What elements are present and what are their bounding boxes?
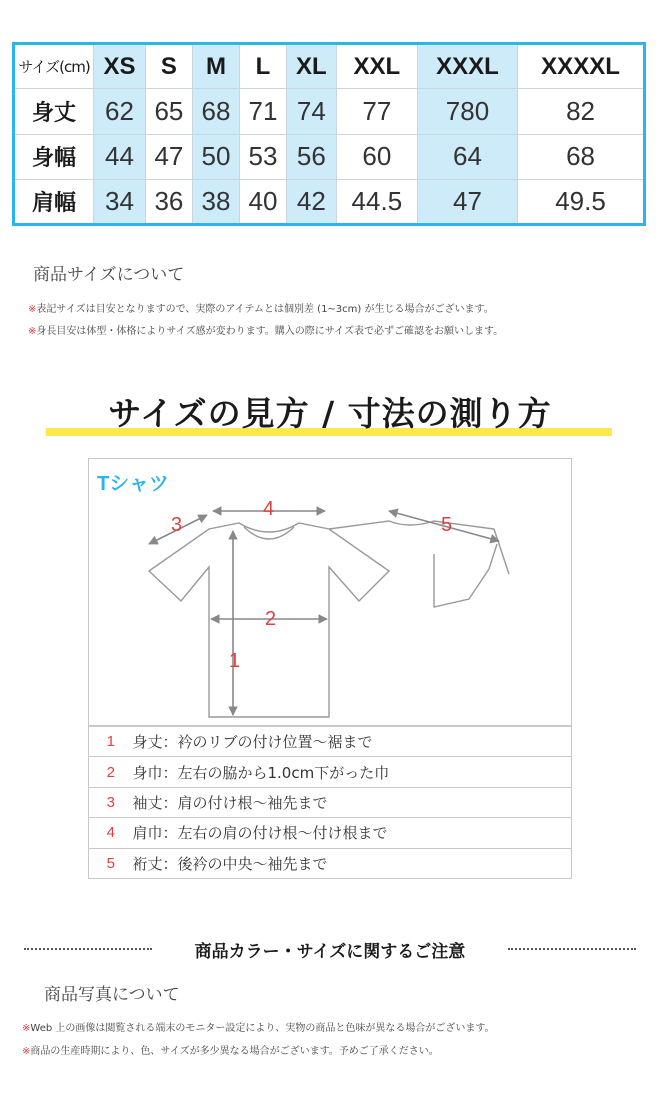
table-cell: 53 bbox=[239, 134, 286, 179]
marker-2: 2 bbox=[265, 608, 277, 630]
note-text: 表記サイズは目安となりますので、実際のアイテムとは個別差 (1~3cm) が生じる場合がございます。 bbox=[36, 304, 494, 315]
table-cell: 68 bbox=[192, 89, 239, 134]
size-row-shoulder bbox=[14, 179, 645, 224]
table-cell: 780 bbox=[417, 89, 517, 134]
caution-note-2 bbox=[22, 1042, 439, 1057]
size-xxl: XXL bbox=[336, 44, 417, 89]
legend-text: 肩巾：左右の肩の付け根～付け根まで bbox=[133, 818, 572, 848]
list-item bbox=[89, 757, 572, 787]
marker-1: 1 bbox=[229, 650, 241, 672]
row-label: 身丈 bbox=[14, 89, 94, 134]
legend-num: 4 bbox=[89, 818, 133, 848]
table-cell: 40 bbox=[239, 179, 286, 224]
size-note-1 bbox=[28, 300, 494, 315]
table-cell: 60 bbox=[336, 134, 417, 179]
row-label: 肩幅 bbox=[14, 179, 94, 224]
row-label: 身幅 bbox=[14, 134, 94, 179]
table-cell: 62 bbox=[94, 89, 146, 134]
size-header-label: サイズ(cm) bbox=[14, 44, 94, 89]
list-item bbox=[89, 818, 572, 848]
size-xs: XS bbox=[94, 44, 146, 89]
table-cell: 34 bbox=[94, 179, 146, 224]
diagram-label: Tシャツ bbox=[97, 473, 169, 495]
marker-3: 3 bbox=[171, 514, 183, 536]
table-cell: 49.5 bbox=[518, 179, 645, 224]
caution-title bbox=[0, 937, 660, 962]
legend-num: 5 bbox=[89, 848, 133, 878]
size-xxxl: XXXL bbox=[417, 44, 517, 89]
list-item bbox=[89, 848, 572, 878]
marker-5: 5 bbox=[441, 514, 453, 536]
note-text: Web 上の画像は閲覧される端末のモニター設定により、実物の商品と色味が異なる場合がございます。 bbox=[30, 1023, 495, 1034]
note-mark: ※ bbox=[22, 1046, 31, 1057]
table-cell: 64 bbox=[417, 134, 517, 179]
table-cell: 47 bbox=[417, 179, 517, 224]
size-xl: XL bbox=[287, 44, 337, 89]
table-cell: 68 bbox=[518, 134, 645, 179]
measure-title: サイズの見方 / 寸法の測り方 bbox=[108, 394, 552, 433]
marker-4: 4 bbox=[263, 498, 275, 520]
size-header-row bbox=[14, 44, 645, 89]
note-mark: ※ bbox=[28, 304, 37, 315]
legend-num: 2 bbox=[89, 757, 133, 787]
table-cell: 65 bbox=[145, 89, 192, 134]
list-item bbox=[89, 727, 572, 757]
size-table bbox=[12, 42, 646, 226]
table-cell: 47 bbox=[145, 134, 192, 179]
legend-text: 身丈：衿のリブの付け位置～裾まで bbox=[133, 727, 572, 757]
note-text: 商品の生産時期により、色、サイズが多少異なる場合がございます。予めご了承ください。 bbox=[30, 1046, 439, 1057]
size-row-length bbox=[14, 89, 645, 134]
caution-note-1 bbox=[22, 1019, 495, 1034]
legend-text: 裄丈：後衿の中央～袖先まで bbox=[133, 848, 572, 878]
tshirt-outline-icon bbox=[89, 459, 573, 727]
table-cell: 44 bbox=[94, 134, 146, 179]
size-xxxxl: XXXXL bbox=[518, 44, 645, 89]
table-cell: 44.5 bbox=[336, 179, 417, 224]
table-cell: 56 bbox=[287, 134, 337, 179]
legend-num: 3 bbox=[89, 787, 133, 817]
size-notes-heading: 商品サイズについて bbox=[33, 265, 185, 285]
caution-title-text: 商品カラー・サイズに関するご注意 bbox=[189, 942, 472, 962]
legend-text: 袖丈：肩の付け根～袖先まで bbox=[133, 787, 572, 817]
photo-heading: 商品写真について bbox=[44, 985, 180, 1005]
size-l: L bbox=[239, 44, 286, 89]
note-mark: ※ bbox=[22, 1023, 31, 1034]
legend-text: 身巾：左右の脇から1.0cm下がった巾 bbox=[133, 757, 572, 787]
table-cell: 82 bbox=[518, 89, 645, 134]
size-s: S bbox=[145, 44, 192, 89]
list-item bbox=[89, 787, 572, 817]
table-cell: 38 bbox=[192, 179, 239, 224]
note-mark: ※ bbox=[28, 326, 37, 337]
table-cell: 74 bbox=[287, 89, 337, 134]
table-cell: 42 bbox=[287, 179, 337, 224]
size-m: M bbox=[192, 44, 239, 89]
table-cell: 36 bbox=[145, 179, 192, 224]
size-row-width bbox=[14, 134, 645, 179]
measure-legend bbox=[88, 726, 572, 879]
note-text: 身長目安は体型・体格によりサイズ感が変わります。購入の際にサイズ表で必ずご確認をお願いします。 bbox=[36, 326, 504, 337]
tshirt-diagram bbox=[88, 458, 572, 726]
table-cell: 71 bbox=[239, 89, 286, 134]
table-cell: 77 bbox=[336, 89, 417, 134]
table-cell: 50 bbox=[192, 134, 239, 179]
legend-num: 1 bbox=[89, 727, 133, 757]
size-note-2 bbox=[28, 322, 503, 337]
